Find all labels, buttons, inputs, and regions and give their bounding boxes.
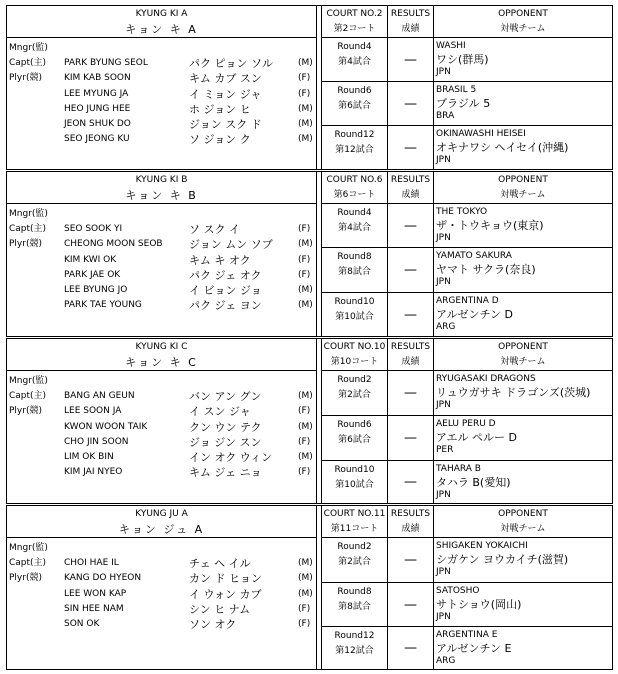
round-cell [322, 583, 388, 626]
player-name: HEO JUNG HEE [64, 103, 131, 114]
player-row [7, 41, 316, 56]
player-row [7, 587, 316, 602]
team-block [6, 338, 613, 504]
team-title: KYUNG KI C [135, 342, 188, 352]
results-label: RESULTS [390, 175, 431, 185]
court-number: COURT NO.2 [326, 9, 383, 19]
result-value: — [404, 385, 417, 401]
player-row [7, 71, 316, 86]
team-title-kana: キョン キ C [125, 356, 198, 369]
court-header [322, 506, 388, 537]
result-cell [388, 204, 434, 247]
opponent-name: SATOSHO [436, 586, 480, 596]
results-label-jp: 成績 [401, 24, 420, 34]
match-row [322, 38, 612, 82]
results-header [388, 506, 434, 537]
player-row [7, 404, 316, 419]
opponent-name: ARGENTINA D [436, 296, 499, 306]
court-header [322, 172, 388, 203]
team-header [7, 506, 316, 538]
schedule-header [322, 172, 612, 204]
opponent-name-kana: オキナワシ ヘイセイ(沖縄) [436, 141, 569, 154]
player-role: Plyr(競) [9, 573, 42, 584]
opponent-cell [434, 38, 612, 81]
opponent-cell [434, 82, 612, 125]
result-value: — [404, 262, 417, 278]
player-name: KIM KAB SOON [64, 73, 131, 84]
opponent-name-kana: アルゼンチン E [436, 642, 512, 655]
opponent-label-jp: 対戦チーム [500, 524, 546, 534]
opponent-cell [434, 627, 612, 669]
court-number-jp: 第6コート [333, 190, 376, 200]
player-sex: (M) [298, 103, 313, 114]
player-row [7, 374, 316, 389]
player-list [7, 538, 316, 632]
player-sex: (F) [298, 467, 311, 478]
player-name: KIM KWI OK [64, 254, 117, 265]
opponent-country: PER [436, 445, 454, 455]
opponent-header [434, 506, 612, 537]
result-cell [388, 461, 434, 503]
opponent-cell [434, 204, 612, 247]
player-sex: (F) [298, 224, 311, 235]
opponent-header [434, 172, 612, 203]
player-name: CHEONG MOON SEOB [64, 239, 163, 250]
round-label: Round6 [337, 86, 372, 96]
opponent-cell [434, 126, 612, 169]
schedule-header [322, 6, 612, 38]
opponent-name-kana: アルゼンチン D [436, 308, 513, 321]
player-name-kana: キム ジェ ニョ [189, 466, 262, 480]
player-role: Mngr(監) [9, 209, 48, 219]
player-name-kana: ソン オク [189, 617, 237, 631]
schedule-panel [321, 6, 612, 169]
opponent-country: JPN [436, 277, 451, 287]
results-label: RESULTS [390, 342, 431, 352]
player-row [7, 465, 316, 480]
court-number: COURT NO.6 [326, 175, 383, 185]
opponent-name-kana: リュウガサキ ドラゴンズ(茨城) [436, 386, 591, 399]
result-value: — [404, 96, 417, 111]
opponent-name: BRASIL 5 [436, 85, 477, 95]
player-list [7, 38, 316, 147]
player-sex: (M) [298, 300, 313, 311]
player-sex: (F) [298, 73, 311, 84]
round-label-jp: 第10試合 [335, 480, 374, 490]
team-block [6, 505, 613, 670]
opponent-label: OPPONENT [498, 9, 548, 19]
opponent-name: YAMATO SAKURA [436, 251, 512, 261]
player-sex: (F) [298, 618, 311, 629]
opponent-country: JPN [436, 567, 451, 577]
player-sex: (M) [298, 573, 313, 584]
opponent-header [434, 339, 612, 370]
player-row [7, 132, 316, 147]
player-row [7, 253, 316, 268]
team-title: KYUNG KI B [135, 175, 188, 185]
player-role: Mngr(監) [9, 43, 48, 53]
court-number-jp: 第11コート [330, 524, 379, 534]
round-cell [322, 627, 388, 669]
round-label: Round2 [337, 542, 372, 552]
player-name: JEON SHUK DO [64, 118, 131, 129]
player-sex: (M) [298, 451, 313, 462]
opponent-country: JPN [436, 233, 451, 243]
player-sex: (F) [298, 436, 311, 447]
player-row [7, 389, 316, 404]
team-header [7, 339, 316, 371]
result-cell [388, 38, 434, 81]
player-name-kana: シン ヒ ナム [189, 602, 251, 616]
player-row [7, 556, 316, 571]
player-sex: (M) [298, 421, 313, 432]
player-role: Mngr(監) [9, 543, 48, 553]
match-row [322, 416, 612, 461]
schedule-header [322, 339, 612, 371]
round-label: Round4 [337, 42, 372, 52]
team-title-kana: キョン キ B [125, 189, 198, 202]
team-title: KYUNG JU A [135, 509, 188, 519]
opponent-label: OPPONENT [498, 175, 548, 185]
opponent-cell [434, 538, 612, 582]
round-label-jp: 第6試合 [338, 435, 371, 445]
opponent-label-jp: 対戦チーム [500, 190, 546, 200]
player-name-kana: ソ スク イ [189, 223, 240, 237]
player-name-kana: イン オク ウィン [189, 450, 273, 464]
round-label: Round12 [334, 130, 375, 140]
match-row [322, 248, 612, 293]
player-sex: (F) [298, 88, 311, 99]
player-sex: (F) [298, 269, 311, 280]
opponent-label-jp: 対戦チーム [500, 24, 546, 34]
player-name-kana: キム キ オク [189, 253, 251, 267]
opponent-header [434, 6, 612, 37]
round-label: Round6 [337, 420, 372, 430]
match-row [322, 82, 612, 126]
round-label: Round10 [334, 297, 375, 307]
match-row [322, 627, 612, 669]
player-name: LEE WON KAP [64, 588, 127, 599]
round-cell [322, 248, 388, 292]
round-label-jp: 第2試合 [338, 557, 371, 567]
opponent-cell [434, 416, 612, 460]
player-sex: (F) [298, 406, 311, 417]
opponent-name: RYUGASAKI DRAGONS [436, 374, 536, 384]
player-name-kana: ジョ ジン スン [189, 435, 262, 449]
opponent-country: JPN [436, 490, 451, 500]
result-value: — [404, 552, 417, 568]
results-header [388, 6, 434, 37]
player-sex: (M) [298, 391, 313, 402]
player-sex: (F) [298, 254, 311, 265]
round-label-jp: 第4試合 [338, 57, 371, 67]
schedule-panel [321, 172, 612, 336]
player-name-kana: バン アン グン [189, 390, 262, 404]
player-name-kana: パク ジェ オク [189, 268, 262, 282]
schedule-panel [321, 339, 612, 503]
result-value: — [404, 218, 417, 233]
player-row [7, 420, 316, 435]
player-name: LEE BYUNG JO [64, 284, 128, 295]
match-row [322, 293, 612, 336]
result-cell [388, 371, 434, 415]
player-list [7, 204, 316, 313]
player-name: KANG DO HYEON [64, 573, 142, 584]
result-cell [388, 538, 434, 582]
player-name: SEO SOOK YI [64, 224, 123, 235]
opponent-cell [434, 583, 612, 626]
player-role: Capt(主) [9, 58, 47, 69]
round-label: Round8 [337, 252, 372, 262]
round-label-jp: 第12試合 [335, 145, 374, 155]
round-cell [322, 538, 388, 582]
player-sex: (M) [298, 239, 313, 250]
opponent-cell [434, 293, 612, 336]
opponent-country: ARG [436, 656, 456, 666]
opponent-name-kana: ワシ(群馬) [436, 53, 489, 66]
round-label-jp: 第8試合 [338, 602, 371, 612]
result-value: — [404, 307, 417, 322]
player-role: Capt(主) [9, 558, 47, 569]
player-sex: (M) [298, 558, 313, 569]
round-label-jp: 第12試合 [335, 646, 374, 656]
court-number-jp: 第10コート [330, 357, 379, 367]
opponent-country: JPN [436, 612, 451, 622]
results-label-jp: 成績 [401, 524, 420, 534]
player-sex: (M) [298, 588, 313, 599]
match-row [322, 371, 612, 416]
schedule-header [322, 506, 612, 538]
results-label-jp: 成績 [401, 190, 420, 200]
result-value: — [404, 597, 417, 612]
player-row [7, 298, 316, 313]
team-header [7, 6, 316, 38]
player-sex: (M) [298, 118, 313, 129]
opponent-cell [434, 371, 612, 415]
player-name: CHOI HAE IL [64, 558, 119, 569]
opponent-country: JPN [436, 400, 451, 410]
opponent-name: OKINAWASHI HEISEI [436, 129, 526, 139]
result-value: — [404, 640, 417, 656]
player-name: PARK TAE YOUNG [64, 300, 142, 311]
round-cell [322, 204, 388, 247]
results-label-jp: 成績 [401, 357, 420, 367]
opponent-name: SHIGAKEN YOKAICHI [436, 541, 528, 551]
player-row [7, 435, 316, 450]
player-name-kana: キム カブ スン [189, 72, 262, 86]
player-role: Capt(主) [9, 224, 47, 235]
opponent-name: AELU PERU D [436, 419, 496, 429]
round-label-jp: 第4試合 [338, 223, 371, 233]
player-row [7, 222, 316, 237]
opponent-cell [434, 461, 612, 503]
player-name: KIM JAI NYEO [64, 467, 123, 478]
opponent-country: JPN [436, 67, 451, 77]
opponent-name-kana: タハラ B(愛知) [436, 476, 511, 489]
round-label: Round10 [334, 465, 375, 475]
team-title-kana: キョン キ A [125, 23, 198, 36]
team-panel [7, 172, 317, 336]
player-name: KWON WOON TAIK [64, 421, 148, 432]
opponent-country: BRA [436, 111, 455, 121]
player-row [7, 283, 316, 298]
result-cell [388, 248, 434, 292]
player-name: PARK JAE OK [64, 269, 121, 280]
player-name-kana: イ ウォン カブ [189, 587, 262, 601]
opponent-name: THE TOKYO [436, 207, 488, 217]
player-sex: (F) [298, 603, 311, 614]
opponent-cell [434, 248, 612, 292]
player-sex: (M) [298, 134, 313, 145]
player-name: SIN HEE NAM [64, 603, 124, 614]
court-number: COURT NO.10 [323, 342, 386, 352]
match-row [322, 126, 612, 169]
player-row [7, 87, 316, 102]
round-label-jp: 第10試合 [335, 312, 374, 322]
player-role: Plyr(競) [9, 73, 42, 84]
result-value: — [404, 52, 417, 67]
player-row [7, 117, 316, 132]
player-name-kana: ジョン スク ド [189, 117, 262, 131]
player-name-kana: ホ ジョン ヒ [189, 102, 251, 116]
player-name: BANG AN GEUN [64, 391, 135, 402]
player-name: SON OK [64, 618, 100, 629]
opponent-country: ARG [436, 322, 456, 332]
player-sex: (M) [298, 284, 313, 295]
result-value: — [404, 474, 417, 490]
round-label: Round4 [337, 208, 372, 218]
player-role: Capt(主) [9, 391, 47, 402]
player-row [7, 541, 316, 556]
results-header [388, 172, 434, 203]
player-row [7, 571, 316, 586]
court-header [322, 6, 388, 37]
player-name: SEO JEONG KU [64, 134, 130, 145]
player-row [7, 602, 316, 617]
player-name-kana: カン ド ヒョン [189, 572, 262, 586]
team-header [7, 172, 316, 204]
opponent-name-kana: ザ・トウキョウ(東京) [436, 219, 544, 232]
team-panel [7, 6, 317, 169]
result-cell [388, 293, 434, 336]
team-panel [7, 506, 317, 669]
match-row [322, 204, 612, 248]
schedule-panel [321, 506, 612, 669]
player-row [7, 450, 316, 465]
opponent-name-kana: シガケン ヨウカイチ(滋賀) [436, 553, 569, 566]
team-title-kana: キョン ジュ A [118, 523, 205, 536]
round-cell [322, 416, 388, 460]
opponent-name: WASHI [436, 41, 466, 51]
match-row [322, 583, 612, 627]
round-label-jp: 第6試合 [338, 101, 371, 111]
court-number: COURT NO.11 [323, 509, 386, 519]
round-label: Round8 [337, 587, 372, 597]
player-name-kana: ソ ジョン ク [189, 133, 251, 147]
round-cell [322, 126, 388, 169]
round-cell [322, 371, 388, 415]
opponent-name-kana: ヤマト サクラ(奈良) [436, 263, 536, 276]
round-cell [322, 38, 388, 81]
player-name-kana: パク ジェ ヨン [189, 299, 262, 313]
player-name-kana: ジョン ムン ソブ [189, 238, 273, 252]
player-row [7, 102, 316, 117]
player-name-kana: イ スン ジャ [189, 405, 251, 419]
round-cell [322, 82, 388, 125]
opponent-name: TAHARA B [436, 464, 481, 474]
opponent-label: OPPONENT [498, 342, 548, 352]
round-label-jp: 第8試合 [338, 267, 371, 277]
result-cell [388, 82, 434, 125]
round-label-jp: 第2試合 [338, 390, 371, 400]
player-name: LIM OK BIN [64, 451, 114, 462]
opponent-name: ARGENTINA E [436, 630, 498, 640]
results-header [388, 339, 434, 370]
court-number-jp: 第2コート [333, 24, 376, 34]
result-value: — [404, 140, 417, 155]
team-title: KYUNG KI A [135, 9, 188, 19]
result-cell [388, 627, 434, 669]
player-row [7, 56, 316, 71]
team-block [6, 5, 613, 170]
result-cell [388, 126, 434, 169]
court-header [322, 339, 388, 370]
player-name: LEE MYUNG JA [64, 88, 129, 99]
player-name-kana: チェ ヘ イル [189, 557, 251, 571]
result-cell [388, 583, 434, 626]
team-block [6, 171, 613, 337]
player-row [7, 207, 316, 222]
round-label: Round2 [337, 375, 372, 385]
player-name-kana: イ ミョン ジャ [189, 87, 262, 101]
player-sex: (M) [298, 58, 313, 69]
player-role: Plyr(競) [9, 406, 42, 417]
opponent-name-kana: アエル ペルー D [436, 431, 517, 444]
player-name: CHO JIN SOON [64, 436, 129, 447]
match-row [322, 538, 612, 583]
results-label: RESULTS [390, 9, 431, 19]
opponent-country: JPN [436, 155, 451, 165]
opponent-name-kana: ブラジル 5 [436, 97, 491, 110]
result-value: — [404, 430, 417, 446]
player-name: PARK BYUNG SEOL [64, 58, 148, 69]
player-name-kana: イ ビョン ジョ [189, 283, 262, 297]
opponent-label: OPPONENT [498, 509, 548, 519]
team-panel [7, 339, 317, 503]
round-cell [322, 293, 388, 336]
result-cell [388, 416, 434, 460]
player-row [7, 268, 316, 283]
opponent-name-kana: サトショウ(岡山) [436, 598, 522, 611]
player-name-kana: クン ウン テク [189, 420, 262, 434]
player-name-kana: パク ピョン ソル [189, 57, 273, 71]
round-label: Round12 [334, 631, 375, 641]
player-row [7, 617, 316, 632]
opponent-label-jp: 対戦チーム [500, 357, 546, 367]
player-row [7, 237, 316, 252]
player-list [7, 371, 316, 480]
player-name: LEE SOON JA [64, 406, 122, 417]
round-cell [322, 461, 388, 503]
results-label: RESULTS [390, 509, 431, 519]
player-role: Plyr(競) [9, 239, 42, 250]
match-row [322, 461, 612, 503]
player-role: Mngr(監) [9, 376, 48, 386]
